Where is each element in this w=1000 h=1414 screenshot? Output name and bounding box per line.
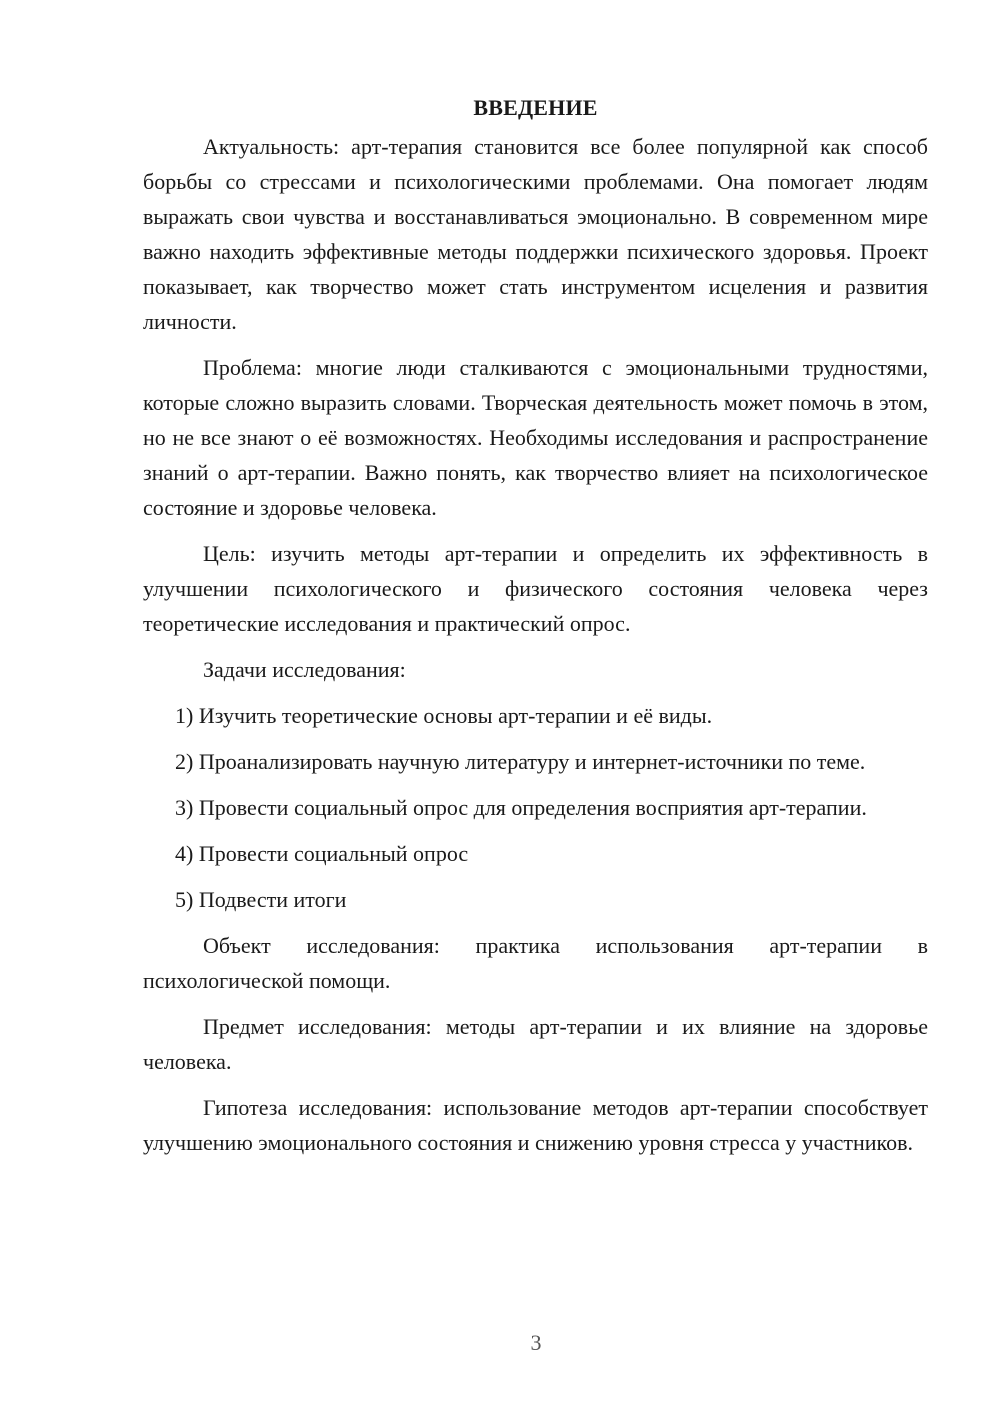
paragraph-problem: Проблема: многие люди сталкиваются с эмоциональными трудностями, которые сложно выразить словами. Творческая деятельность может помочь в этом, но не все знают о её возможностях. Необходимы исследования и распространение знаний о арт-терапии. Важно понять, как творчество влияет на психологическое состояние и здоровье человека. <box>143 355 928 520</box>
task-item: 1) Изучить теоретические основы арт-терапии и её виды. <box>175 703 713 728</box>
paragraph-relevance: Актуальность: арт-терапия становится все более популярной как способ борьбы со стрессами и психологическими проблемами. Она помогает людям выражать свои чувства и восстанавливаться эмоционально. В современном мире важно находить эффективные методы поддержки психического здоровья. Проект показывает, как творчество может стать инструментом исцеления и развития личности. <box>143 134 928 334</box>
task-item: 5) Подвести итоги <box>175 887 347 912</box>
paragraph-tasks-title: Задачи исследования: <box>203 657 406 682</box>
document-page <box>143 92 928 1171</box>
task-item: 2) Проанализировать научную литературу и интернет-источники по теме. <box>175 749 866 774</box>
paragraph-object: Объект исследования: практика использования арт-терапии в психологической помощи. <box>143 933 928 993</box>
task-item: 4) Провести социальный опрос <box>175 841 469 866</box>
section-heading: ВВЕДЕНИЕ <box>473 95 598 120</box>
paragraph-hypothesis: Гипотеза исследования: использование методов арт-терапии способствует улучшению эмоционального состояния и снижению уровня стресса у участников. <box>143 1095 928 1155</box>
paragraph-subject: Предмет исследования: методы арт-терапии и их влияние на здоровье человека. <box>143 1014 928 1074</box>
paragraph-goal: Цель: изучить методы арт-терапии и определить их эффективность в улучшении психологического и физического состояния человека через теоретические исследования и практический опрос. <box>143 541 928 636</box>
task-item: 3) Провести социальный опрос для определения восприятия арт-терапии. <box>175 795 867 820</box>
page-number: 3 <box>530 1330 542 1355</box>
